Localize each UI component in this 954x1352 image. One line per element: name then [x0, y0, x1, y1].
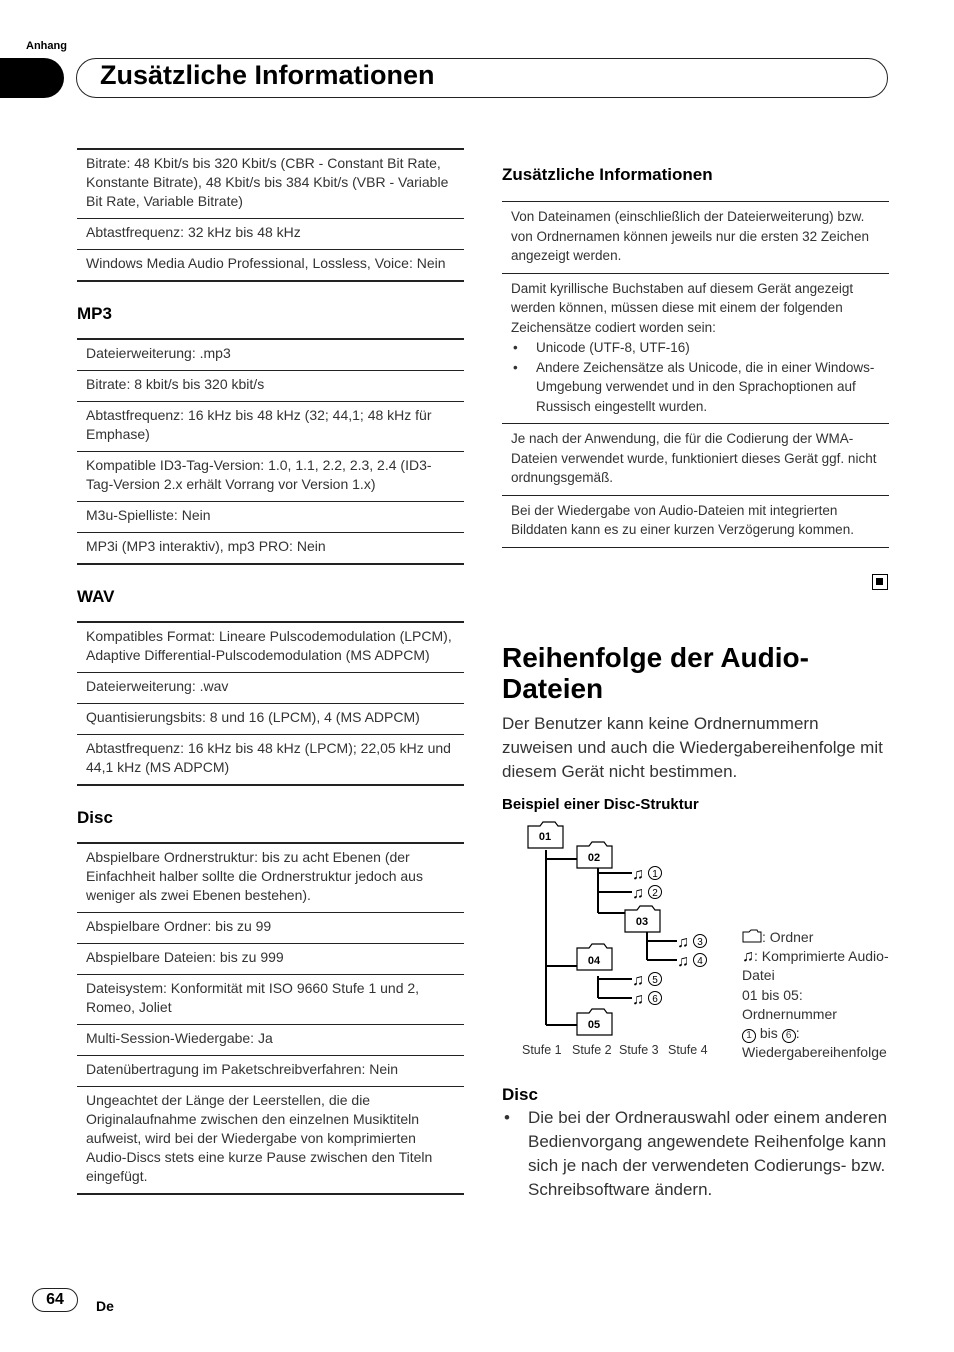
spec-row: M3u-Spielliste: Nein	[77, 501, 464, 532]
svg-text:04: 04	[587, 955, 601, 967]
page-number: 64	[32, 1288, 78, 1312]
svg-text:6: 6	[652, 994, 658, 1005]
svg-text:01: 01	[538, 831, 552, 843]
list-item: • Unicode (UTF-8, UTF-16)	[511, 338, 880, 358]
audio-file-1-icon	[632, 866, 662, 883]
spec-row: Bitrate: 8 kbit/s bis 320 kbit/s	[77, 370, 464, 401]
svg-text:♫: ♫	[632, 885, 644, 902]
spec-row: MP3i (MP3 interaktiv), mp3 PRO: Nein	[77, 532, 464, 563]
spec-row: Datenübertragung im Paketschreibverfahren: Nein	[77, 1055, 464, 1086]
info-row: Von Dateinamen (einschließlich der Dateierweiterung) bzw. von Ordnernamen können jeweils nur die ersten 32 Zeichen angezeigt werden.	[511, 209, 869, 263]
svg-text:5: 5	[652, 975, 658, 986]
section-tab	[0, 58, 64, 98]
diagram-legend	[742, 928, 892, 1062]
spec-row: Multi-Session-Wiedergabe: Ja	[77, 1024, 464, 1055]
music-note-icon: ♫	[742, 948, 754, 966]
wav-heading: WAV	[77, 587, 115, 606]
spec-row: Dateierweiterung: .wav	[77, 672, 464, 703]
list-item: • Andere Zeichensätze als Unicode, die in einer Windows-Umgebung verwendet und in den Sprachoptionen auf Russisch eingestellt wurden.	[511, 358, 880, 417]
mp3-heading: MP3	[77, 304, 112, 323]
info-row-intro: Damit kyrillische Buchstaben auf diesem Gerät angezeigt werden können, müssen diese mit einem der folgenden Zeichensätze codiert worden sein:	[511, 280, 854, 335]
svg-text:02: 02	[587, 852, 601, 864]
info-row	[502, 273, 889, 424]
number-badge: 6	[782, 1029, 796, 1043]
folder-icon	[742, 929, 762, 943]
level-label: Stufe 1	[522, 1043, 562, 1057]
left-column	[77, 148, 464, 1195]
right-column	[502, 165, 889, 548]
folder-04-icon	[577, 944, 612, 970]
disc-order-list	[502, 1106, 888, 1202]
info-table	[502, 201, 889, 548]
spec-row: Kompatible ID3-Tag-Version: 1.0, 1.1, 2.2, 2.3, 2.4 (ID3-Tag-Version 2.x erhält Vorrang vor Version 1.x)	[77, 451, 464, 501]
svg-text:♫: ♫	[677, 953, 689, 970]
disc-heading: Disc	[77, 808, 113, 827]
disc-structure-diagram	[502, 816, 742, 1066]
folder-05-icon	[577, 1009, 612, 1035]
mp3-spec-table	[77, 338, 464, 565]
intro-paragraph: Der Benutzer kann keine Ordnernummern zuweisen und auch die Wiedergabereihenfolge mit diesem Gerät nicht bestimmen.	[502, 714, 883, 781]
spec-row: Windows Media Audio Professional, Lossless, Voice: Nein	[77, 249, 464, 280]
spec-row: Dateierweiterung: .mp3	[86, 345, 231, 361]
audio-file-6-icon	[632, 991, 662, 1008]
spec-row: Abtastfrequenz: 32 kHz bis 48 kHz	[77, 218, 464, 249]
spec-row: Quantisierungsbits: 8 und 16 (LPCM), 4 (MS ADPCM)	[77, 703, 464, 734]
info-row: Je nach der Anwendung, die für die Codierung der WMA-Dateien verwendet wurde, funktioniert dieses Gerät ggf. nicht ordnungsgemäß.	[502, 423, 889, 495]
disc-order-heading: Disc	[502, 1085, 538, 1104]
language-code: De	[96, 1298, 114, 1314]
wma-spec-table	[77, 148, 464, 282]
level-label: Stufe 4	[668, 1043, 708, 1057]
svg-text:3: 3	[697, 937, 703, 948]
end-mark-icon	[872, 574, 888, 590]
spec-row: Bitrate: 48 Kbit/s bis 320 Kbit/s (CBR - Constant Bit Rate, Konstante Bitrate), 48 Kbit/s bis 384 Kbit/s (VBR - Variable Bit Rate, Variable Bitrate)	[86, 155, 449, 209]
spec-row: Abspielbare Ordnerstruktur: bis zu acht Ebenen (der Einfachheit halber sollte die Ordnerstruktur jedoch aus weniger als zwei Ebenen bestehen).	[86, 849, 423, 903]
wav-spec-table	[77, 621, 464, 786]
disc-spec-table	[77, 842, 464, 1195]
charset-list	[511, 338, 880, 416]
audio-file-4-icon	[677, 953, 707, 970]
legend-folder: : Ordner	[742, 928, 892, 947]
folder-03-icon	[625, 906, 660, 932]
section-label: Anhang	[26, 40, 67, 52]
spec-row: Abtastfrequenz: 16 kHz bis 48 kHz (LPCM); 22,05 kHz und 44,1 kHz (MS ADPCM)	[77, 734, 464, 784]
svg-text:♫: ♫	[677, 934, 689, 951]
spec-row: Ungeachtet der Länge der Leerstellen, die die Originalaufnahme zwischen den einzelnen Musiktiteln aufweist, wird bei der Wiedergabe von komprimierten Audio-Discs stets eine kurze Pause zwischen den Titeln eingefügt.	[77, 1086, 464, 1193]
folder-01-icon	[528, 822, 563, 848]
svg-text:4: 4	[697, 956, 703, 967]
spec-row: Abspielbare Ordner: bis zu 99	[77, 912, 464, 943]
audio-file-2-icon	[632, 885, 662, 902]
level-label: Stufe 3	[619, 1043, 659, 1057]
legend-playback-order: 1 bis 6 : Wiedergabereihenfolge	[742, 1025, 887, 1061]
svg-text:2: 2	[652, 888, 658, 899]
spec-row: Abspielbare Dateien: bis zu 999	[77, 943, 464, 974]
list-item: • Die bei der Ordnerauswahl oder einem anderen Bedienvorgang angewendete Reihenfolge kann sich je nach der verwendeten Codierungs- bzw. Schreibsoftware ändern.	[502, 1106, 888, 1202]
info-heading: Zusätzliche Informationen	[502, 165, 713, 184]
legend-file: ♫: Komprimierte Audio-Datei	[742, 948, 889, 984]
audio-file-3-icon	[677, 934, 707, 951]
svg-text:♫: ♫	[632, 972, 644, 989]
level-label: Stufe 2	[572, 1043, 612, 1057]
svg-text:♫: ♫	[632, 866, 644, 883]
example-heading: Beispiel einer Disc-Struktur	[502, 796, 699, 813]
svg-text:1: 1	[652, 869, 658, 880]
svg-text:03: 03	[635, 916, 649, 928]
section-heading: Reihenfolge der Audio-Dateien	[502, 642, 809, 704]
info-row: Bei der Wiedergabe von Audio-Dateien mit integrierten Bilddaten kann es zu einer kurzen Verzögerung kommen.	[502, 495, 889, 547]
legend-folder-numbers: 01 bis 05: Ordnernummer	[742, 986, 837, 1022]
audio-file-5-icon	[632, 972, 662, 989]
folder-02-icon	[577, 842, 612, 868]
svg-text:♫: ♫	[632, 991, 644, 1008]
page-title: Zusätzliche Informationen	[100, 60, 435, 90]
number-badge: 1	[742, 1029, 756, 1043]
spec-row: Dateisystem: Konformität mit ISO 9660 Stufe 1 und 2, Romeo, Joliet	[77, 974, 464, 1024]
spec-row: Abtastfrequenz: 16 kHz bis 48 kHz (32; 44,1; 48 kHz für Emphase)	[77, 401, 464, 451]
svg-text:05: 05	[587, 1019, 601, 1031]
spec-row: Kompatibles Format: Lineare Pulscodemodulation (LPCM), Adaptive Differential-Pulscodemodulation (MS ADPCM)	[86, 628, 452, 663]
